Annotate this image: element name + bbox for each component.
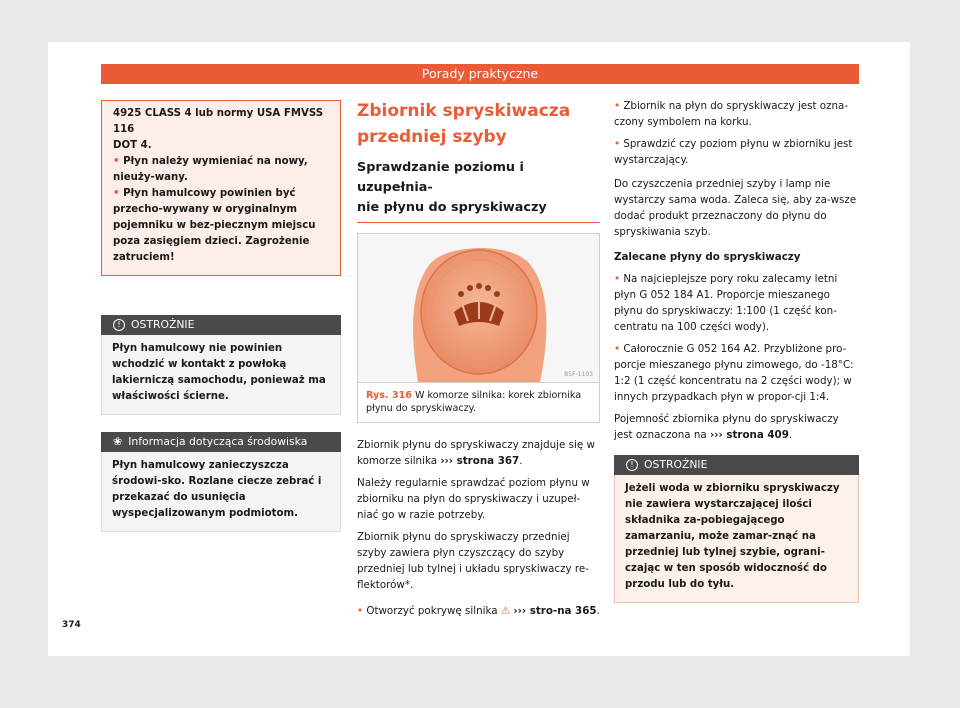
warning-triangle-icon: ⚠ (500, 605, 511, 617)
warning-line: DOT 4. (113, 140, 152, 151)
bullet-icon: • (357, 605, 367, 617)
washer-cap-illustration (358, 234, 599, 382)
section-title: Zbiornik spryskiwacza (357, 101, 571, 121)
paragraph: Do czyszczenia przedniej szyby i lamp nie wystarczy sama woda. Zaleca się, aby za-wsze dodać produkt przeznaczony do płynu do spryskiwania szyb. (614, 178, 857, 238)
page-reference-link[interactable]: ››› strona 367 (440, 455, 520, 467)
subsection-title: nie płynu do spryskiwaczy (357, 200, 547, 215)
column-left (101, 100, 341, 532)
title-divider (357, 222, 600, 223)
environment-text: Płyn hamulcowy zanieczyszcza środowi-sko. Rozlane ciecze zebrać i przekazać do usunięcia wyspecjalizowanym podmiotom. (101, 452, 341, 532)
caution-text: Jeżeli woda w zbiorniku spryskiwaczy nie zawiera wystarczającej ilości składnika za-pobiegającego zamarzaniu, może zamar-znąć na przedniej lub tylnej szybie, ograni-czając w ten sposób widoczność do przodu lub do tyłu. (614, 475, 859, 603)
bullet-icon: • (614, 100, 624, 112)
caution-header (614, 455, 859, 475)
bullet-item: • Otworzyć pokrywę silnika ⚠ ››› stro-na 365. (357, 605, 600, 617)
subsection-title: Sprawdzanie poziomu i uzupełnia- (357, 160, 524, 195)
page-number: 374 (62, 620, 81, 630)
paragraph: Zbiornik płynu do spryskiwaczy przedniej szyby zawiera płyn czyszczący do szyby przedniej lub tylnej i układu spryskiwaczy re-flektorów*. (357, 531, 589, 591)
warning-bullet: • Płyn należy wymieniać na nowy, nieuży-wany. (113, 156, 308, 183)
info-circle-icon: ! (113, 319, 125, 331)
figure-caption (358, 382, 599, 422)
environment-title: Informacja dotycząca środowiska (128, 435, 308, 448)
paragraph: Zbiornik płynu do spryskiwaczy znajduje się w komorze silnika ››› strona 367. (357, 439, 595, 467)
environment-header (101, 432, 341, 452)
column-middle (357, 98, 600, 619)
caution-title: OSTROŻNIE (644, 458, 708, 471)
bullet-item: • Zbiornik na płyn do spryskiwaczy jest ozna-czony symbolem na korku. (614, 100, 849, 128)
caption-text: W komorze silnika: korek zbiornika płynu do spryskiwaczy. (366, 390, 582, 414)
warning-box (101, 100, 341, 276)
page-reference-link[interactable]: ››› stro-na 365 (513, 605, 597, 617)
bullet-item: • Sprawdzić czy poziom płynu w zbiorniku jest wystarczający. (614, 138, 853, 166)
caution-header (101, 315, 341, 335)
bullet-item: • Na najcieplejsze pory roku zalecamy letni płyn G 052 184 A1. Proporcje mieszanego płynu do spryskiwaczy: 1:100 (1 część kon-centratu na 100 części wody). (614, 273, 838, 333)
page-header: Porady praktyczne (101, 64, 859, 84)
page-reference-link[interactable]: ››› strona 409 (710, 429, 789, 441)
caution-box (101, 315, 341, 415)
environment-box (101, 432, 341, 532)
figure (357, 233, 600, 423)
bullet-item: • Całorocznie G 052 164 A2. Przybliżone pro-porcje mieszanego płynu zimowego, do -18°C: 1:2 (1 część koncentratu na 2 części wody); w innych przypadkach płyn w propor-cji 1:4. (614, 343, 854, 403)
caution-box (614, 455, 859, 603)
info-circle-icon: ! (626, 459, 638, 471)
section-title: przedniej szyby (357, 127, 507, 147)
warning-line: 4925 CLASS 4 lub normy USA FMVSS 116 (113, 108, 324, 135)
figure-number: Rys. 316 (366, 390, 412, 401)
leaf-icon: ❀ (113, 435, 123, 448)
paragraph: Należy regularnie sprawdzać poziom płynu w zbiorniku na płyn do spryskiwaczy i uzupeł-niać go w razie potrzeby. (357, 477, 590, 521)
subheading: Zalecane płyny do spryskiwaczy (614, 251, 801, 263)
caution-title: OSTROŻNIE (131, 318, 195, 331)
bullet-icon: • (614, 343, 624, 355)
warning-bullet: • Płyn hamulcowy powinien być przecho-wywany w oryginalnym pojemniku w bez-piecznym miejscu poza zasięgiem dzieci. Zagrożenie zatruciem! (113, 188, 316, 263)
bullet-icon: • (113, 188, 124, 199)
bullet-icon: • (614, 273, 624, 285)
bullet-icon: • (614, 138, 624, 150)
caution-text: Płyn hamulcowy nie powinien wchodzić w kontakt z powłoką lakierniczą samochodu, ponieważ ma właściwości ścierne. (101, 335, 341, 415)
figure-code: B5F-1103 (564, 371, 593, 378)
paragraph: Pojemność zbiornika płynu do spryskiwaczy jest oznaczona na ››› strona 409. (614, 413, 839, 441)
washer-cap-image (358, 234, 599, 382)
bullet-icon: • (113, 156, 124, 167)
column-right (614, 98, 859, 603)
